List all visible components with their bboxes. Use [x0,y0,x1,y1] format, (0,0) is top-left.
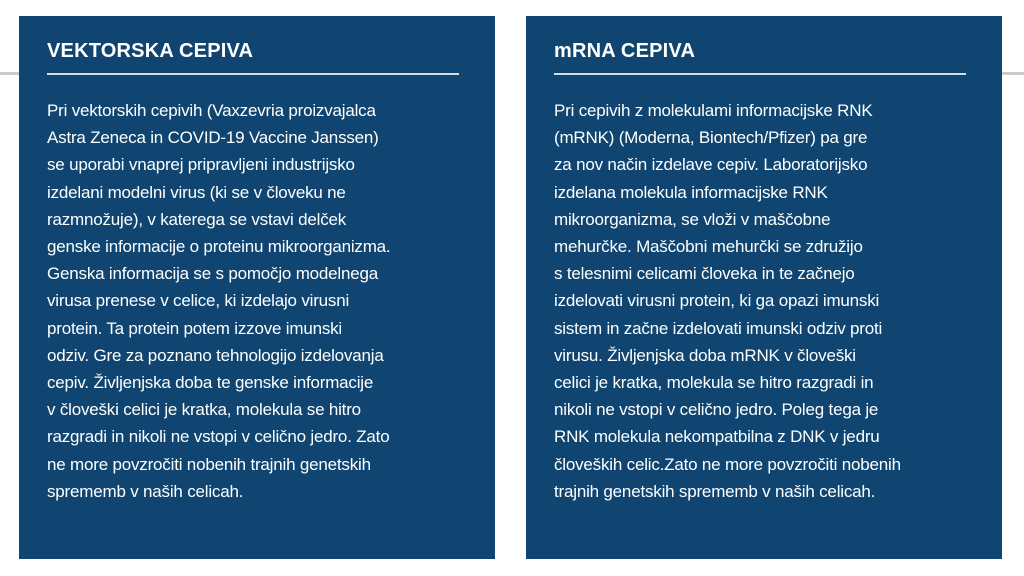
divider-line-left [0,72,20,75]
vector-vaccines-title: VEKTORSKA CEPIVA [47,40,254,62]
divider-line-right [1001,72,1024,75]
vector-vaccines-body: Pri vektorskih cepivih (Vaxzevria proizvajalca Astra Zeneca in COVID-19 Vaccine Janssen) se uporabi vnaprej pripravljeni industrijsko izdelani modelni virus (ki se v človeku ne razmnožuje), v katerega se vstavi delček genske informacije o proteinu mikroorganizma. Genska informacija se s pomočjo modelnega virusa prenese v celice, ki izdelajo virusni protein. Ta protein potem izzove imunski odziv. Gre za poznano tehnologijo izdelovanja cepiv. Življenjska doba te genske informacije v človeški celici je kratka, molekula se hitro razgradi in nikoli ne vstopi v celično jedro. Zato ne more povzročiti nobenih trajnih genetskih sprememb v naših celicah. [47,101,391,501]
mrna-vaccines-title: mRNA CEPIVA [554,40,696,62]
vector-vaccines-title-rule [47,73,459,75]
mrna-vaccines-title-rule [554,73,966,75]
mrna-vaccines-panel [526,16,1002,559]
vector-vaccines-panel [19,16,495,559]
mrna-vaccines-body: Pri cepivih z molekulami informacijske RNK (mRNK) (Moderna, Biontech/Pfizer) pa gre za nov način izdelave cepiv. Laboratorijsko izdelana molekula informacijske RNK mikroorganizma, se vloži v maščobne mehurčke. Maščobni mehurčki se združijo s telesnimi celicami človeka in te začnejo izdelovati virusni protein, ki ga opazi imunski sistem in začne izdelovati imunski odziv proti virusu. Življenjska doba mRNK v človeški celici je kratka, molekula se hitro razgradi in nikoli ne vstopi v celično jedro. Poleg tega je RNK molekula nekompatbilna z DNK v jedru človeških celic.Zato ne more povzročiti nobenih trajnih genetskih sprememb v naših celicah. [554,101,901,501]
